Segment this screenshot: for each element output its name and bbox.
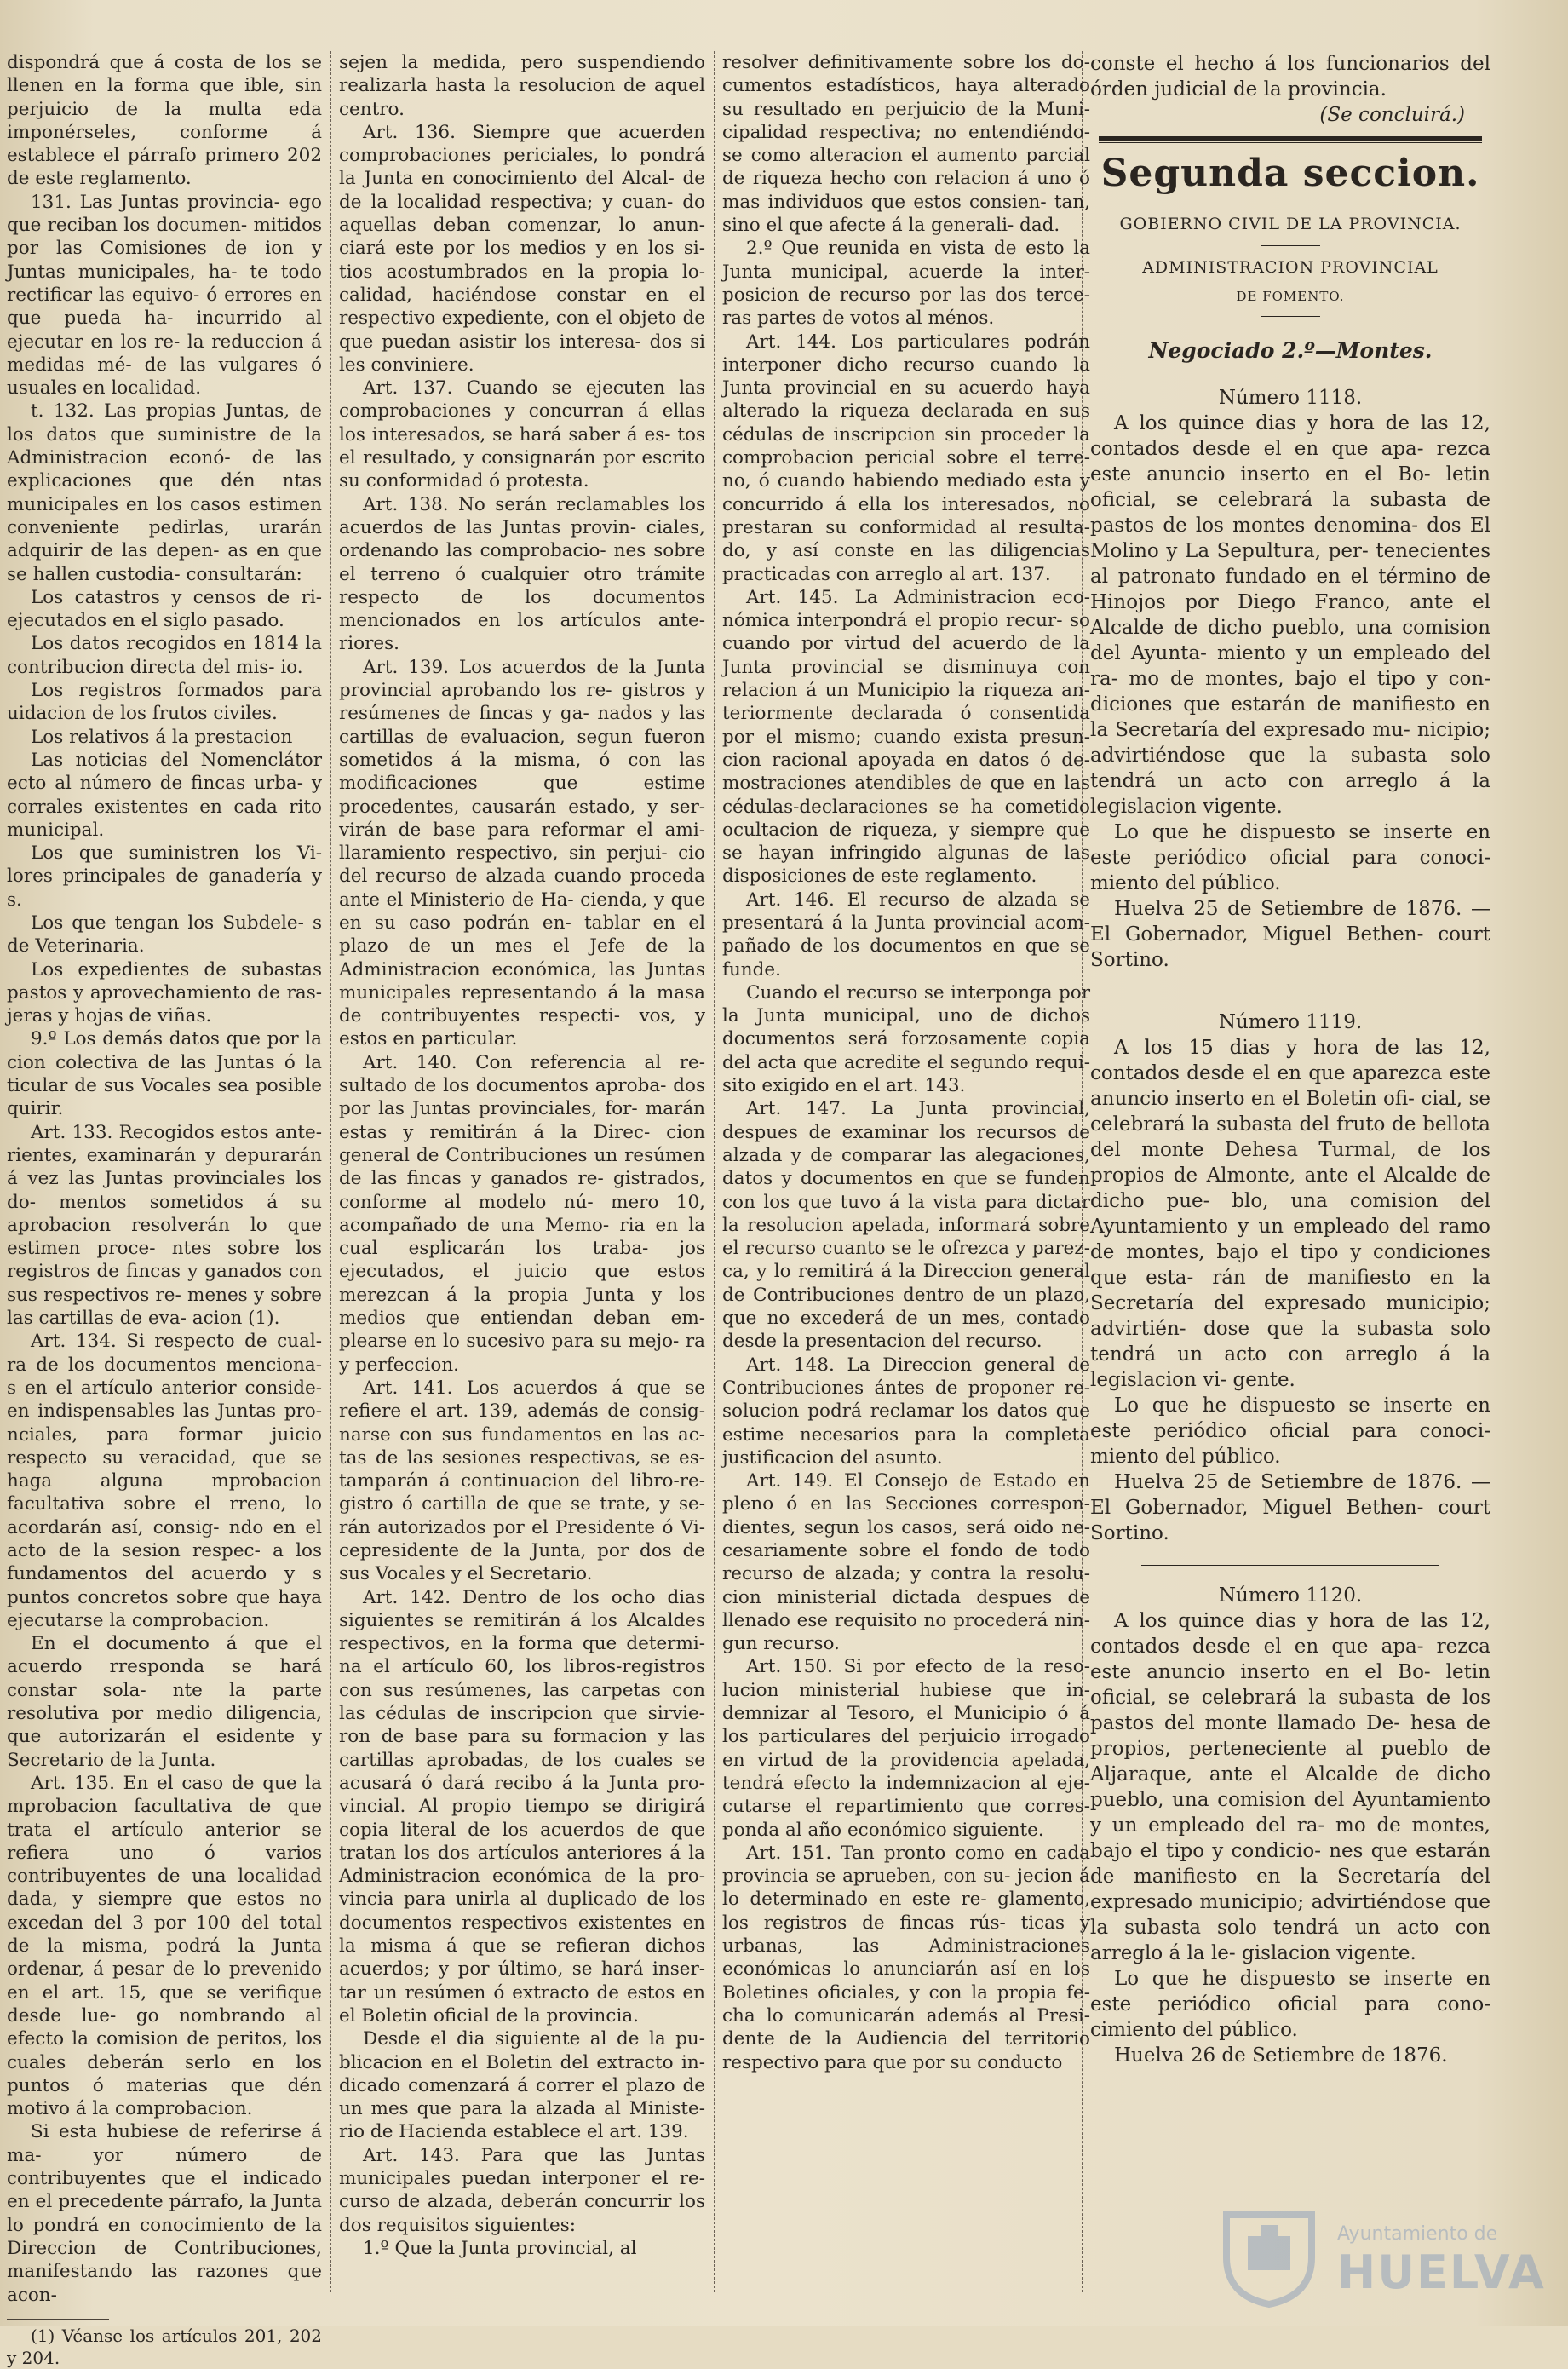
department-heading: GOBIERNO CIVIL DE LA PROVINCIA. bbox=[1119, 215, 1462, 233]
paragraph: dispondrá que á costa de los se llenen en la forma que ible, sin perjuicio de la multa eda imponérseles, conforme á establece el párrafo primero 202 de este reglamento. bbox=[7, 52, 322, 190]
section-title: Segunda seccion. bbox=[1100, 152, 1480, 195]
column-divider bbox=[330, 51, 331, 2292]
anuncio-number: Número 1120. bbox=[1218, 1584, 1363, 1607]
paragraph: Art. 139. Los acuerdos de la Junta provincial aprobando los re- gistros y resúmenes de fincas y ga- nados y las cartillas de evaluacion, segun fueron sometidos á la misma, ó con las modificaciones que estime procedentes, causarán estado, y ser- virán de base para reformar el ami- llaramiento respectivo, sin perjui- cio del recurso de alzada cuando proceda ante el Ministerio de Ha- cienda, y que en su caso podrán en- tablar en el plazo de un mes el Jefe de la Administracion económica, las Juntas municipales representando á la masa de contribuyentes respecti- vos, y estos en particular. bbox=[339, 656, 705, 1050]
column-2 bbox=[339, 51, 705, 2292]
paragraph: Art. 136. Siempre que acuerden comprobaciones periciales, lo pondrá la Junta en conocimiento del Alcal- de de la localidad respectiva; y cuan- do aquellas deban comenzar, lo anun- ciará este por los medios y en los si- tios acostumbrados en la propia lo- calidad, haciéndose constar en el respectivo expediente, con el objeto de que puedan asistir los interesa- dos si les conviniere. bbox=[339, 121, 705, 376]
paragraph: Art. 137. Cuando se ejecuten las comprobaciones y concurran á ellas los interesados, se hará saber á es- tos el resultado, y consignarán por escrito su conformidad ó protesta. bbox=[339, 377, 705, 492]
paragraph: conste el hecho á los funcionarios del órden judicial de la provincia. bbox=[1090, 53, 1490, 101]
paragraph: Art. 144. Los particulares podrán interponer dicho recurso cuando la Junta provincial en su acuerdo haya alterado la riqueza declarada en sus cédulas de inscripcion sin proceder la comprobacion pericial sobre el terre- no, ó cuando habiendo mediado esta y concurrido á ella los interesados, no prestaran su conformidad al resulta- do, y así conste en las diligencias practicadas con arreglo al art. 137. bbox=[722, 331, 1090, 585]
paragraph: Los datos recogidos en 1814 la contribucion directa del mis- io. bbox=[7, 633, 322, 678]
paragraph: Los expedientes de subastas pastos y aprovechamiento de ras- jeras y hojas de viñas. bbox=[7, 958, 322, 1027]
paragraph: Los que suministren los Vi- lores principales de ganadería y s. bbox=[7, 842, 322, 911]
paragraph: Art. 143. Para que las Juntas municipales puedan interponer el re- curso de alzada, deberán concurrir los dos requisitos siguientes: bbox=[339, 2144, 705, 2236]
watermark-line2: HUELVA bbox=[1337, 2245, 1546, 2299]
paragraph: Cuando el recurso se interponga por la Junta municipal, uno de dichos documentos será forzosamente copia del acta que acredite el segundo requi- sito exigido en el art. 143. bbox=[722, 981, 1090, 1097]
anuncio-closing: Lo que he dispuesto se inserte en este periódico oficial para cono- cimiento del público. bbox=[1090, 1968, 1490, 2041]
divider bbox=[1141, 1565, 1439, 1566]
divider bbox=[1261, 316, 1320, 317]
paragraph: Art. 145. La Administracion eco- nómica interpondrá el propio recur- so cuando por virtud del acuerdo de la Junta provincial se disminuya con relacion á un Municipio la riqueza an- teriormente declarada ó consentida por el mismo; cuando exista presun- cion racional apoyada en datos ó de- mostraciones atendibles de que en las cédulas-declaraciones se ha cometido ocultacion de riqueza, y siempre que se hayan infringido algunas de las disposiciones de este reglamento. bbox=[722, 586, 1090, 888]
paragraph: 9.º Los demás datos que por la cion colectiva de las Juntas ó la ticular de sus Vocales sea posible quirir. bbox=[7, 1028, 322, 1120]
paragraph: 1.º Que la Junta provincial, al bbox=[363, 2237, 637, 2259]
anuncio-number: Número 1118. bbox=[1218, 387, 1363, 409]
section-divider bbox=[1099, 136, 1482, 141]
anuncio-body: A los quince dias y hora de las 12, contados desde el en que apa- rezca este anuncio inserto en el Bo- letin oficial, se celebrará la subasta de los pastos del monte llamado De- hesa de propios, perteneciente al pueblo de Aljaraque, ante el Alcalde de dicho pueblo, una comision del Ayuntamiento y un empleado del ra- mo de montes, bajo el tipo y condicio- nes que estarán de manifiesto en la Secretaría del expresado municipio; advirtiéndose que la subasta solo tendrá un acto con arreglo á la le- gislacion vigente. bbox=[1090, 1610, 1490, 1964]
column-3 bbox=[722, 51, 1090, 2292]
paragraph: Los que tengan los Subdele- s de Veterinaria. bbox=[7, 911, 322, 957]
paragraph: Si esta hubiese de referirse á ma- yor número de contribuyentes que el indicado en el precedente párrafo, la Junta lo pondrá en conocimiento de la Direccion de Contribuciones, manifestando las razones que acon- bbox=[7, 2121, 322, 2306]
negociado-heading: Negociado 2.º—Montes. bbox=[1148, 338, 1433, 363]
paragraph: Art. 135. En el caso de que la mprobacion facultativa de que trata el artículo anterior se refiera uno ó varios contribuyentes de una localidad dada, y siempre que estos no excedan del 3 por 100 del total de la misma, podrá la Junta ordenar, á pesar de lo prevenido en el art. 15, que se verifique desde lue- go nombrando al efecto la comision de peritos, los cuales deberán serlo en los puntos ó materias que dén motivo á la comprobacion. bbox=[7, 1772, 322, 2120]
paragraph: Desde el dia siguiente al de la pu- blicacion en el Boletin del extracto in- dicado comenzará á correr el plazo de un mes que para la alzada al Ministe- rio de Hacienda establece el art. 139. bbox=[339, 2028, 705, 2143]
column-divider bbox=[714, 51, 715, 2292]
column-4 bbox=[1090, 51, 1490, 2292]
paragraph: t. 132. Las propias Juntas, de los datos que suministre de la Administracion econó- de las explicaciones que dén ntas municipales en los casos estimen conveniente pedirlas, urarán adquirir de las depen- as en que se hallen custodia- consultarán: bbox=[7, 400, 322, 585]
paragraph: Los relativos á la prestacion bbox=[31, 726, 293, 748]
paragraph: sejen la medida, pero suspendiendo realizarla hasta la resolucion de aquel centro. bbox=[339, 52, 705, 120]
paragraph: Art. 147. La Junta provincial, despues de examinar los recursos de alzada y de comparar las alegaciones, datos y documentos en que se funden con los que tuvo á la vista para dictar la resolucion apelada, informará sobre el recurso cuanto se le ofrezca y parez- ca, y lo remitirá á la Direccion general de Contribuciones dentro de un plazo, que no excederá de un mes, contado desde la presentacion del recurso. bbox=[722, 1098, 1090, 1353]
paragraph: Art. 140. Con referencia al re- sultado de los documentos aproba- dos por las Juntas provinciales, for- marán estas y remitirán á la Direc- cion general de Contribuciones un resúmen de las fincas y ganados re- gistrados, conforme al modelo nú- mero 10, acompañado de una Memo- ria en la cual esplicarán los traba- jos ejecutados, el juicio que estos merezcan á la propia Junta y los medios que entiendan deban em- plearse en lo sucesivo para su mejo- ra y perfeccion. bbox=[339, 1051, 705, 1376]
watermark bbox=[1218, 2198, 1546, 2309]
paragraph: Art. 150. Si por efecto de la reso- lucion ministerial hubiese que in- demnizar al Tesoro, el Municipio ó á los particulares del perjuicio irrogado en virtud de la providencia apelada, tendrá efecto la indemnizacion al eje- cutarse el repartimiento que corres- ponda al año económico siguiente. bbox=[722, 1656, 1090, 1841]
paragraph: Art. 134. Si respecto de cual- ra de los documentos menciona- s en el artículo anterior conside- en indispensables las Juntas pro- nciales, para formar juicio respecto su veracidad, que se haga alguna mprobacion facultativa sobre el rreno, lo acordarán así, consig- ndo en el acto de la sesion respec- a los fundamentos del acuerdo y s puntos concretos sobre que haya ejecutarse la comprobacion. bbox=[7, 1331, 322, 1631]
paragraph: Art. 148. La Direccion general de Contribuciones ántes de proponer re- solucion podrá reclamar los datos que estime necesarios para la completa justificacion del asunto. bbox=[722, 1354, 1090, 1469]
paragraph: Los catastros y censos de ri- ejecutados en el siglo pasado. bbox=[7, 586, 322, 632]
section-divider bbox=[1099, 142, 1482, 143]
crest-icon bbox=[1218, 2198, 1320, 2309]
anuncio-number: Número 1119. bbox=[1218, 1011, 1363, 1033]
anuncio-signature: Huelva 25 de Setiembre de 1876. —El Gobernador, Miguel Bethen- court Sortino. bbox=[1090, 898, 1490, 971]
footnote: (1) Véanse los artículos 201, 202 y 204. bbox=[7, 2325, 322, 2368]
continuation-note: (Se concluirá.) bbox=[1319, 104, 1465, 126]
anuncio-body: A los 15 dias y hora de las 12, contados desde el en que aparezca este anuncio inserto en el Boletin ofi- cial, se celebrará la subasta del fruto de bellota del monte Dehesa Turmal, de los propios de Almonte, ante el Alcalde de dicho pue- blo, una comision del Ayuntamiento y un empleado del ramo de montes, bajo el tipo y condiciones que esta- rán de manifiesto en la Secretaría del expresado municipio; advirtién- dose que la subasta solo tendrá un acto con arreglo á la legislacion vi- gente. bbox=[1090, 1037, 1490, 1391]
paragraph: Art. 146. El recurso de alzada se presentará á la Junta provincial acom- pañado de los documentos en que se funde. bbox=[722, 888, 1090, 980]
column-1 bbox=[7, 51, 322, 2368]
anuncio-signature: Huelva 25 de Setiembre de 1876. —El Gobernador, Miguel Bethen- court Sortino. bbox=[1090, 1471, 1490, 1544]
footnote-divider bbox=[7, 2319, 109, 2320]
paragraph: Art. 151. Tan pronto como en cada provincia se aprueben, con su- jecion á lo determinado en este re- glamento, los registros de fincas rús- ticas y urbanas, las Administraciones económicas lo anunciarán así en los Boletines oficiales, y con la propia fe- cha lo comunicarán además al Presi- dente de la Audiencia del territorio respectivo para que por su conducto bbox=[722, 1842, 1090, 2073]
paragraph: Art. 133. Recogidos estos ante- rientes, examinarán y depurarán á vez las Juntas provinciales los do- mentos sometidos á su aprobacion resolverán lo que estimen proce- ntes sobre los registros de fincas y ganados con sus respectivos re- menes y sobre las cartillas de eva- acion (1). bbox=[7, 1121, 322, 1330]
paragraph: 131. Las Juntas provincia- ego que reciban los documen- mitidos por las Comisiones de ion y Juntas municipales, ha- te todo rectificar las equivo- ó errores en que pueda ha- incurrido al ejecutar en los re- la reduccion á medidas mé- de las vulgares ó usuales en localidad. bbox=[7, 191, 322, 400]
department-subheading: DE FOMENTO. bbox=[1236, 289, 1345, 304]
department-heading: ADMINISTRACION PROVINCIAL bbox=[1142, 258, 1439, 277]
divider bbox=[1261, 245, 1320, 246]
paragraph: Art. 149. El Consejo de Estado en pleno ó en las Secciones correspon- dientes, segun los casos, será oido ne- cesariamente sobre el fondo de todo recurso de alzada; y contra la resolu- cion ministerial dictada despues de llenado ese requisito no procederá nin- gun recurso. bbox=[722, 1470, 1090, 1655]
paragraph: Los registros formados para uidacion de los frutos civiles. bbox=[7, 680, 322, 725]
anuncio-closing: Lo que he dispuesto se inserte en este periódico oficial para conoci- miento del público. bbox=[1090, 1394, 1490, 1468]
watermark-line1: Ayuntamiento de bbox=[1337, 2223, 1498, 2245]
anuncio-signature: Huelva 26 de Setiembre de 1876. bbox=[1114, 2044, 1448, 2067]
paragraph: Art. 142. Dentro de los ocho dias siguientes se remitirán á los Alcaldes respectivos, en la forma que determi- na el artículo 60, los libros-registros con sus resúmenes, las carpetas con las cédulas de inscripcion que sirvie- ron de base para su formacion y las cartillas aprobadas, de los cuales se acusará ó dará recibo á la Junta pro- vincial. Al propio tiempo se dirigirá copia literal de los acuerdos de que tratan los dos artículos anteriores á la Administracion económica de la pro- vincia para unirla al duplicado de los documentos respectivos existentes en la misma á que se refieran dichos acuerdos; y por último, se hará inser- tar un resúmen ó extracto de estos en el Boletin oficial de la provincia. bbox=[339, 1586, 705, 2027]
anuncio-closing: Lo que he dispuesto se inserte en este periódico oficial para conoci- miento del público. bbox=[1090, 821, 1490, 894]
paragraph: Art. 138. No serán reclamables los acuerdos de las Juntas provin- ciales, ordenando las comprobacio- nes sobre el terreno ó cualquier otro trámite respecto de los documentos mencionados en los artículos ante- riores. bbox=[339, 493, 705, 655]
paragraph: Las noticias del Nomenclátor ecto al número de fincas urba- y corrales existentes en cada rito municipal. bbox=[7, 749, 322, 841]
anuncio-body: A los quince dias y hora de las 12, contados desde el en que apa- rezca este anuncio inserto en el Bo- letin oficial, se celebrará la subasta de pastos de los montes denomina- dos El Molino y La Sepultura, per- tenecientes al patronato fundado en el término de Hinojos por Diego Franco, ante el Alcalde de dicho pueblo, una comision del Ayunta- miento y un empleado del ra- mo de montes, bajo el tipo y con- diciones que estarán de manifiesto en la Secretaría del expresado mu- nicipio; advirtiéndose que la subasta solo tendrá un acto con arreglo á la legislacion vigente. bbox=[1090, 412, 1490, 818]
paragraph: Art. 141. Los acuerdos á que se refiere el art. 139, además de consig- narse con sus fundamentos en las ac- tas de las sesiones respectivas, se es- tamparán á continuacion del libro-re- gistro ó cartilla de que se trate, y se- rán autorizados por el Presidente ó Vi- cepresidente de la Junta, por dos de sus Vocales y el Secretario. bbox=[339, 1377, 705, 1585]
paragraph: resolver definitivamente sobre los do- cumentos estadísticos, haya alterado su resultado en perjuicio de la Muni- cipalidad respectiva; no entendiéndo- se como alteracion el aumento parcial de riqueza hecho con relacion á uno ó mas individuos que estos consien- tan, sino el que afecte á la generali- dad. bbox=[722, 52, 1090, 237]
paragraph: 2.º Que reunida en vista de esto la Junta municipal, acuerde la inter- posicion de recurso por las dos terce- ras partes de votos al ménos. bbox=[722, 238, 1090, 330]
paragraph: En el documento á que el acuerdo rresponda se hará constar sola- nte la parte resolutiva por medio diligencia, que autorizarán el esidente y Secretario de la Junta. bbox=[7, 1633, 322, 1771]
